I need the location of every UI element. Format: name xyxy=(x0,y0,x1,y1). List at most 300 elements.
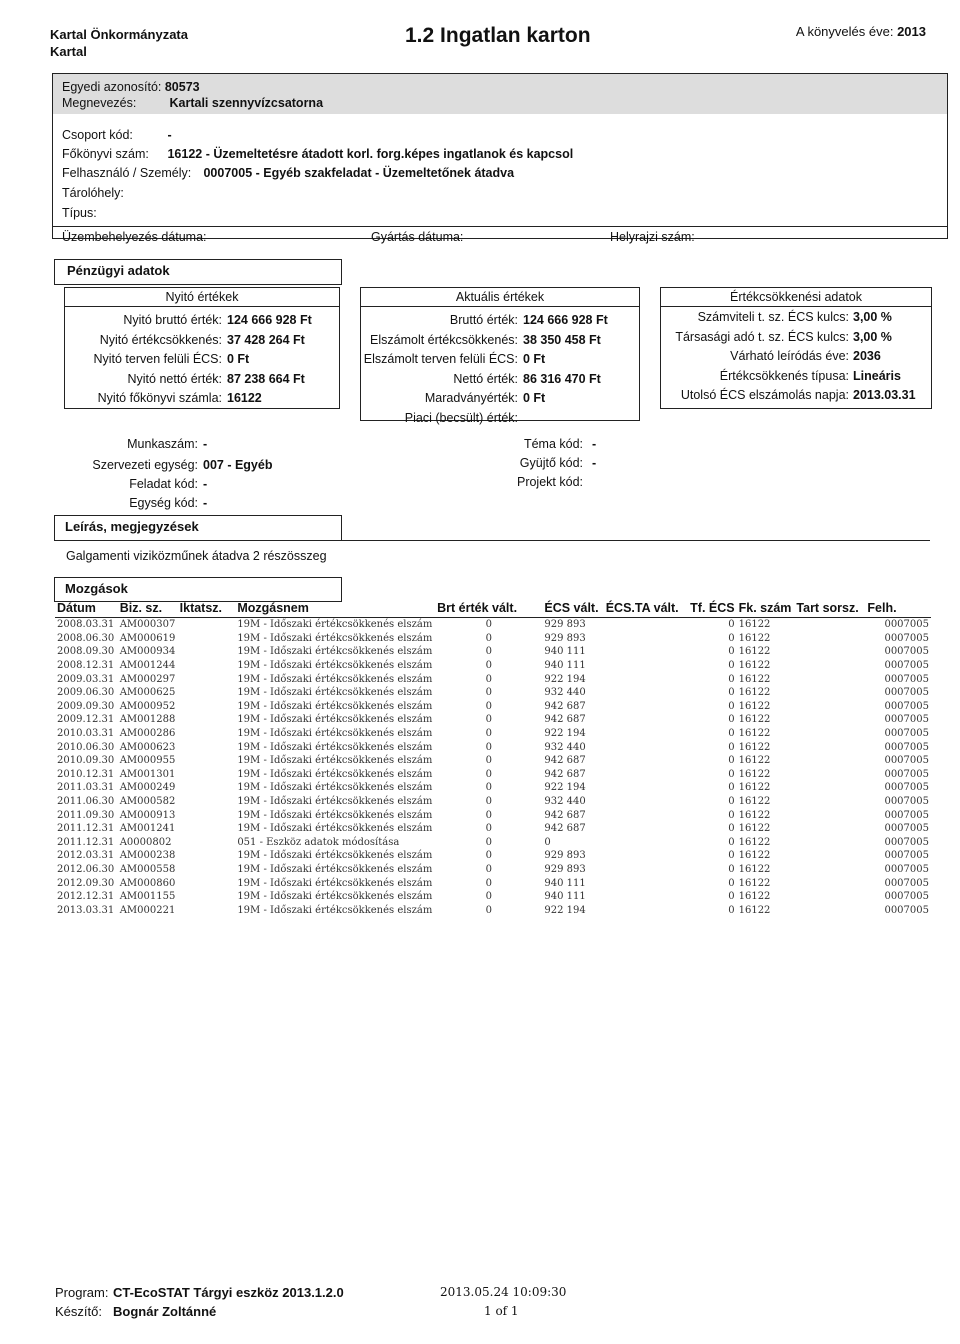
table-cell: 0 xyxy=(728,619,735,631)
table-row xyxy=(55,740,931,754)
table-cell: 942 687 xyxy=(544,823,586,835)
table-cell: 0007005 xyxy=(884,809,929,821)
table-cell: 16122 xyxy=(738,660,771,672)
table-cell: 0 xyxy=(728,768,735,780)
table-row xyxy=(55,768,931,782)
table-row xyxy=(55,781,931,795)
depreciation-label: Várható leíródás éve: xyxy=(730,349,849,363)
table-cell: 0007005 xyxy=(884,619,929,631)
topic-code-label: Téma kód: xyxy=(523,437,583,451)
table-cell: 19M - Időszaki értékcsökkenés elszám xyxy=(237,646,433,658)
table-cell: 2010.06.30 xyxy=(57,741,115,753)
table-cell: 0 xyxy=(485,700,492,712)
table-cell: 19M - Időszaki értékcsökkenés elszám xyxy=(237,687,433,699)
group-code-row xyxy=(62,128,172,142)
program-label: Program: xyxy=(55,1285,109,1300)
table-cell xyxy=(794,795,865,809)
table-row xyxy=(55,618,931,632)
table-cell: 0 xyxy=(485,619,492,631)
table-cell xyxy=(178,659,236,673)
current-values-title: Aktuális értékek xyxy=(361,290,639,307)
program-row xyxy=(55,1285,344,1300)
current-value-value: 124 666 928 Ft xyxy=(523,313,608,327)
table-cell: AM000249 xyxy=(119,782,176,794)
table-cell: 2008.03.31 xyxy=(57,619,115,631)
table-cell: 0 xyxy=(728,700,735,712)
table-cell: 0007005 xyxy=(884,660,929,672)
table-cell xyxy=(178,795,236,809)
table-cell: 16122 xyxy=(738,823,771,835)
depreciation-label: Számviteli t. sz. ÉCS kulcs: xyxy=(697,310,849,324)
table-cell: 940 111 xyxy=(544,891,586,903)
table-cell: 940 111 xyxy=(544,646,586,658)
unit-code-value: - xyxy=(203,496,208,510)
table-cell xyxy=(178,849,236,863)
depreciation-title: Értékcsökkenési adatok xyxy=(661,290,931,307)
table-cell: 2011.06.30 xyxy=(57,796,115,808)
table-row xyxy=(55,795,931,809)
table-cell: 0 xyxy=(485,755,492,767)
current-value-value: 0 Ft xyxy=(523,352,546,366)
table-cell xyxy=(604,727,688,741)
table-cell xyxy=(178,618,236,632)
table-cell: 2009.12.31 xyxy=(57,714,115,726)
current-value-value: 38 350 458 Ft xyxy=(523,332,601,347)
table-cell xyxy=(794,836,865,850)
table-cell: 19M - Időszaki értékcsökkenés elszám xyxy=(237,877,433,889)
table-cell: 0 xyxy=(728,646,735,658)
table-cell xyxy=(794,740,865,754)
table-cell: 2009.03.31 xyxy=(57,673,115,685)
table-row xyxy=(55,754,931,768)
table-cell: 16122 xyxy=(738,673,771,685)
table-cell: 19M - Időszaki értékcsökkenés elszám xyxy=(237,904,433,916)
current-value-label: Nettó érték: xyxy=(453,371,518,386)
table-cell: AM000860 xyxy=(119,877,176,889)
depreciation-value: 2036 xyxy=(853,349,881,363)
table-cell xyxy=(178,822,236,836)
table-cell: 0 xyxy=(728,891,735,903)
table-cell: 942 687 xyxy=(544,714,586,726)
description-text: Galgamenti viziközműnek átadva 2 részösszeg xyxy=(66,549,327,563)
table-cell: 0 xyxy=(485,809,492,821)
page-title: 1.2 Ingatlan karton xyxy=(405,24,591,47)
depreciation-value: 3,00 % xyxy=(853,329,892,344)
table-cell: 932 440 xyxy=(544,687,586,699)
table-cell: 942 687 xyxy=(544,768,586,780)
table-cell: 0 xyxy=(728,687,735,699)
asset-name-value: Kartali szennyvízcsatorna xyxy=(169,96,324,110)
install-date-label: Üzembehelyezés dátuma: xyxy=(62,230,207,244)
table-cell: 0 xyxy=(728,728,735,740)
table-cell xyxy=(604,795,688,809)
opening-values-title: Nyitó értékek xyxy=(65,290,339,307)
table-cell: 929 893 xyxy=(544,863,586,875)
depreciation-value: 2013.03.31 xyxy=(853,388,916,402)
divider xyxy=(52,226,948,227)
table-cell: 0 xyxy=(728,809,735,821)
table-cell: 16122 xyxy=(738,796,771,808)
table-cell xyxy=(604,808,688,822)
table-cell: 0007005 xyxy=(884,673,929,685)
user-label: Felhasználó / Személy: xyxy=(62,166,192,180)
group-code-label: Csoport kód: xyxy=(62,128,133,142)
table-cell: 16122 xyxy=(738,741,771,753)
table-cell: 2010.12.31 xyxy=(57,768,115,780)
table-cell: 051 - Eszköz adatok módosítása xyxy=(237,836,400,848)
table-cell: AM000307 xyxy=(119,619,176,631)
table-cell: 16122 xyxy=(738,632,771,644)
table-cell xyxy=(794,686,865,700)
movements-column-header: Biz. sz. xyxy=(118,601,178,618)
table-cell: 929 893 xyxy=(544,619,586,631)
table-cell xyxy=(604,645,688,659)
table-cell: 2010.03.31 xyxy=(57,728,115,740)
movements-column-header: Dátum xyxy=(55,601,118,618)
table-cell: 16122 xyxy=(738,809,771,821)
table-cell xyxy=(604,822,688,836)
table-cell: 19M - Időszaki értékcsökkenés elszám xyxy=(237,660,433,672)
table-row xyxy=(55,713,931,727)
ledger-value: 16122 - Üzemeltetésre átadott korl. forg.képes ingatlanok és kapcsol xyxy=(167,147,574,161)
table-cell: AM000955 xyxy=(119,755,176,767)
table-cell: 19M - Időszaki értékcsökkenés elszám xyxy=(237,728,433,740)
type-label: Típus: xyxy=(62,206,97,220)
table-cell: 0 xyxy=(485,673,492,685)
movements-column-header: Brt érték vált. xyxy=(435,601,542,618)
table-cell: 2008.12.31 xyxy=(57,660,115,672)
accounting-year xyxy=(796,24,926,39)
ledger-row xyxy=(62,147,573,161)
table-cell xyxy=(604,700,688,714)
table-cell: 0 xyxy=(728,755,735,767)
depreciation-label: Társasági adó t. sz. ÉCS kulcs: xyxy=(675,329,849,344)
current-value-value: 0 Ft xyxy=(523,391,546,405)
table-cell: 0007005 xyxy=(884,863,929,875)
table-cell: 2012.06.30 xyxy=(57,863,115,875)
task-code-value: - xyxy=(203,477,208,491)
table-row xyxy=(55,700,931,714)
table-cell: 940 111 xyxy=(544,877,586,889)
table-cell: 2012.09.30 xyxy=(57,877,115,889)
table-cell: 19M - Időszaki értékcsökkenés elszám xyxy=(237,891,433,903)
table-cell: 19M - Időszaki értékcsökkenés elszám xyxy=(237,632,433,644)
table-cell: AM001301 xyxy=(119,768,176,780)
table-cell: 0007005 xyxy=(884,728,929,740)
table-cell: 922 194 xyxy=(544,673,586,685)
table-row xyxy=(55,659,931,673)
opening-value-value: 16122 xyxy=(227,391,262,405)
table-cell: 0007005 xyxy=(884,741,929,753)
table-cell xyxy=(794,672,865,686)
table-cell: 0007005 xyxy=(884,877,929,889)
table-row xyxy=(55,849,931,863)
table-cell: 0 xyxy=(728,741,735,753)
table-cell xyxy=(794,808,865,822)
table-cell xyxy=(178,876,236,890)
table-cell: 0 xyxy=(485,904,492,916)
table-cell: 0 xyxy=(728,850,735,862)
table-cell xyxy=(604,618,688,632)
table-row xyxy=(55,863,931,877)
accounting-year-label: A könyvelés éve: xyxy=(795,24,894,39)
table-cell: 2011.03.31 xyxy=(57,782,115,794)
table-cell xyxy=(794,781,865,795)
org-unit-value: 007 - Egyéb xyxy=(203,458,273,472)
movements-table xyxy=(55,601,931,917)
table-cell xyxy=(178,781,236,795)
table-cell: AM000582 xyxy=(119,796,176,808)
work-number-label: Munkaszám: xyxy=(127,437,198,451)
table-cell xyxy=(178,808,236,822)
table-cell: 0007005 xyxy=(884,904,929,916)
asset-name-label: Megnevezés: xyxy=(62,96,137,110)
table-cell: 0 xyxy=(544,836,551,848)
table-cell: AM000297 xyxy=(119,673,176,685)
current-value-value: 86 316 470 Ft xyxy=(523,371,601,386)
table-cell xyxy=(604,903,688,917)
table-cell xyxy=(794,768,865,782)
collector-code-label: Gyüjtő kód: xyxy=(519,456,583,470)
table-cell xyxy=(178,836,236,850)
table-cell: AM000221 xyxy=(119,904,176,916)
table-cell: AM001155 xyxy=(119,891,176,903)
table-cell: 19M - Időszaki értékcsökkenés elszám xyxy=(237,741,433,753)
table-cell: 0007005 xyxy=(884,755,929,767)
divider xyxy=(54,540,930,541)
table-cell: 19M - Időszaki értékcsökkenés elszám xyxy=(237,809,433,821)
table-cell xyxy=(604,863,688,877)
table-cell xyxy=(794,876,865,890)
table-cell xyxy=(178,754,236,768)
table-cell: 0 xyxy=(485,660,492,672)
program-value: CT-EcoSTAT Tárgyi eszköz 2013.1.2.0 xyxy=(113,1285,344,1300)
table-cell: 922 194 xyxy=(544,728,586,740)
print-timestamp: 2013.05.24 10:09:30 xyxy=(440,1285,567,1299)
depreciation-label: Értékcsökkenés típusa: xyxy=(719,368,849,383)
table-cell xyxy=(604,890,688,904)
current-value-label: Bruttó érték: xyxy=(449,313,518,327)
table-cell: AM000934 xyxy=(119,646,176,658)
user-value: 0007005 - Egyéb szakfeladat - Üzemeltetőnek átadva xyxy=(203,166,515,180)
table-cell xyxy=(604,836,688,850)
table-cell: 2011.12.31 xyxy=(57,823,115,835)
table-cell: 0 xyxy=(728,904,735,916)
table-row xyxy=(55,876,931,890)
table-cell: 0007005 xyxy=(884,823,929,835)
table-cell xyxy=(178,890,236,904)
user-row xyxy=(62,166,514,180)
table-cell xyxy=(178,686,236,700)
table-cell: 929 893 xyxy=(544,632,586,644)
table-cell xyxy=(178,672,236,686)
table-cell: 0 xyxy=(485,714,492,726)
table-cell xyxy=(794,632,865,646)
current-value-label: Maradványérték: xyxy=(424,391,518,405)
table-cell: 19M - Időszaki értékcsökkenés elszám xyxy=(237,714,433,726)
opening-value-label: Nyitó főkönyvi számla: xyxy=(97,391,222,405)
table-cell: 2008.06.30 xyxy=(57,632,115,644)
table-row xyxy=(55,645,931,659)
accounting-year-value: 2013 xyxy=(897,24,926,39)
table-cell xyxy=(794,822,865,836)
table-cell: 0007005 xyxy=(884,850,929,862)
current-value-label: Piaci (becsült) érték: xyxy=(404,410,518,425)
table-cell: 2011.09.30 xyxy=(57,809,115,821)
table-cell: 0 xyxy=(485,768,492,780)
table-cell: 2009.09.30 xyxy=(57,700,115,712)
current-value-label: Elszámolt terven felüli ÉCS: xyxy=(363,352,518,366)
table-cell: 0 xyxy=(728,836,735,848)
table-cell xyxy=(178,768,236,782)
asset-id-row xyxy=(62,80,200,94)
table-cell: AM000238 xyxy=(119,850,176,862)
parcel-number-label: Helyrajzi szám: xyxy=(610,230,695,244)
table-cell: A0000802 xyxy=(119,836,172,848)
table-row xyxy=(55,672,931,686)
table-cell: 0 xyxy=(728,863,735,875)
table-cell: 16122 xyxy=(738,714,771,726)
movements-section-title: Mozgások xyxy=(54,577,342,602)
table-cell: 0 xyxy=(728,632,735,644)
table-cell: 16122 xyxy=(738,619,771,631)
opening-value-label: Nyitó értékcsökkenés: xyxy=(99,332,222,347)
table-cell: 2012.12.31 xyxy=(57,891,115,903)
table-cell: 16122 xyxy=(738,891,771,903)
opening-value-label: Nyitó bruttó érték: xyxy=(123,313,222,327)
opening-value-value: 87 238 664 Ft xyxy=(227,371,305,386)
opening-value-value: 37 428 264 Ft xyxy=(227,332,305,347)
table-cell: 0007005 xyxy=(884,687,929,699)
table-cell: 0 xyxy=(728,673,735,685)
table-cell: 2008.09.30 xyxy=(57,646,115,658)
table-cell xyxy=(794,890,865,904)
table-cell: 0 xyxy=(728,714,735,726)
movements-column-header: Tf. ÉCS xyxy=(688,601,736,618)
organization-line2: Kartal xyxy=(50,44,87,59)
organization-name xyxy=(50,26,188,60)
topic-code-value: - xyxy=(592,437,597,451)
table-cell: 0 xyxy=(485,836,492,848)
table-row xyxy=(55,890,931,904)
table-cell xyxy=(794,700,865,714)
manufacture-date-label: Gyártás dátuma: xyxy=(371,230,464,244)
movements-column-header: Tart sorsz. xyxy=(794,601,865,618)
table-cell: 0 xyxy=(485,646,492,658)
table-cell: 19M - Időszaki értékcsökkenés elszám xyxy=(237,755,433,767)
table-cell xyxy=(794,618,865,632)
table-cell: 942 687 xyxy=(544,755,586,767)
table-cell xyxy=(794,727,865,741)
ledger-label: Főkönyvi szám: xyxy=(62,147,149,161)
table-cell xyxy=(604,768,688,782)
opening-value-value: 124 666 928 Ft xyxy=(227,313,312,327)
table-cell xyxy=(604,740,688,754)
group-code-value: - xyxy=(167,128,172,142)
table-cell: 2010.09.30 xyxy=(57,755,115,767)
movements-column-header: ÉCS.TA vált. xyxy=(604,601,688,618)
depreciation-value: 3,00 % xyxy=(853,310,892,324)
table-cell: 2009.06.30 xyxy=(57,687,115,699)
description-section-title: Leírás, megjegyzések xyxy=(54,515,342,541)
table-cell: 0 xyxy=(728,782,735,794)
table-cell: 19M - Időszaki értékcsökkenés elszám xyxy=(237,700,433,712)
table-cell: 19M - Időszaki értékcsökkenés elszám xyxy=(237,768,433,780)
table-cell: 0 xyxy=(485,863,492,875)
table-cell: AM001244 xyxy=(119,660,176,672)
table-cell xyxy=(604,686,688,700)
author-label: Készítő: xyxy=(55,1304,102,1319)
table-cell xyxy=(178,713,236,727)
table-cell: 19M - Időszaki értékcsökkenés elszám xyxy=(237,673,433,685)
table-cell: 0 xyxy=(485,823,492,835)
table-cell: AM000558 xyxy=(119,863,176,875)
table-cell xyxy=(604,713,688,727)
table-cell: 0 xyxy=(485,796,492,808)
movements-column-header: ÉCS vált. xyxy=(542,601,603,618)
table-cell xyxy=(794,863,865,877)
table-cell: 19M - Időszaki értékcsökkenés elszám xyxy=(237,782,433,794)
table-cell xyxy=(794,645,865,659)
table-cell xyxy=(178,903,236,917)
table-cell: 16122 xyxy=(738,782,771,794)
depreciation-label: Utolsó ÉCS elszámolás napja: xyxy=(680,388,849,402)
table-cell: 0007005 xyxy=(884,646,929,658)
table-cell: 19M - Időszaki értékcsökkenés elszám xyxy=(237,850,433,862)
table-cell: 0007005 xyxy=(884,836,929,848)
table-cell: AM000625 xyxy=(119,687,176,699)
table-cell xyxy=(794,903,865,917)
org-unit-label: Szervezeti egység: xyxy=(92,458,198,472)
table-cell: 942 687 xyxy=(544,700,586,712)
table-cell: AM000623 xyxy=(119,741,176,753)
table-cell: 0 xyxy=(728,823,735,835)
table-cell: 19M - Időszaki értékcsökkenés elszám xyxy=(237,619,433,631)
table-cell: 0007005 xyxy=(884,768,929,780)
unit-code-label: Egység kód: xyxy=(129,496,198,510)
table-cell xyxy=(794,713,865,727)
table-cell: 0007005 xyxy=(884,714,929,726)
table-cell: 19M - Időszaki értékcsökkenés elszám xyxy=(237,796,433,808)
table-cell xyxy=(178,863,236,877)
table-cell: 16122 xyxy=(738,863,771,875)
table-cell: 922 194 xyxy=(544,782,586,794)
financial-section-title: Pénzügyi adatok xyxy=(54,259,342,285)
table-cell: 0007005 xyxy=(884,632,929,644)
table-cell xyxy=(604,672,688,686)
table-cell: 2011.12.31 xyxy=(57,836,115,848)
table-cell: 0 xyxy=(728,796,735,808)
table-cell xyxy=(794,754,865,768)
table-cell: 16122 xyxy=(738,755,771,767)
table-cell xyxy=(604,849,688,863)
table-cell: 932 440 xyxy=(544,741,586,753)
work-number-value: - xyxy=(203,437,208,451)
table-cell: 0007005 xyxy=(884,891,929,903)
opening-value-value: 0 Ft xyxy=(227,352,250,366)
table-cell: 922 194 xyxy=(544,904,586,916)
table-cell: 16122 xyxy=(738,646,771,658)
table-cell: 16122 xyxy=(738,877,771,889)
table-cell: 2012.03.31 xyxy=(57,850,115,862)
table-cell: AM001241 xyxy=(119,823,176,835)
table-cell: 942 687 xyxy=(544,809,586,821)
table-cell: 0 xyxy=(485,877,492,889)
table-cell: AM000619 xyxy=(119,632,176,644)
opening-value-label: Nyitó terven felüli ÉCS: xyxy=(93,352,222,366)
table-cell: 0 xyxy=(728,660,735,672)
table-row xyxy=(55,727,931,741)
